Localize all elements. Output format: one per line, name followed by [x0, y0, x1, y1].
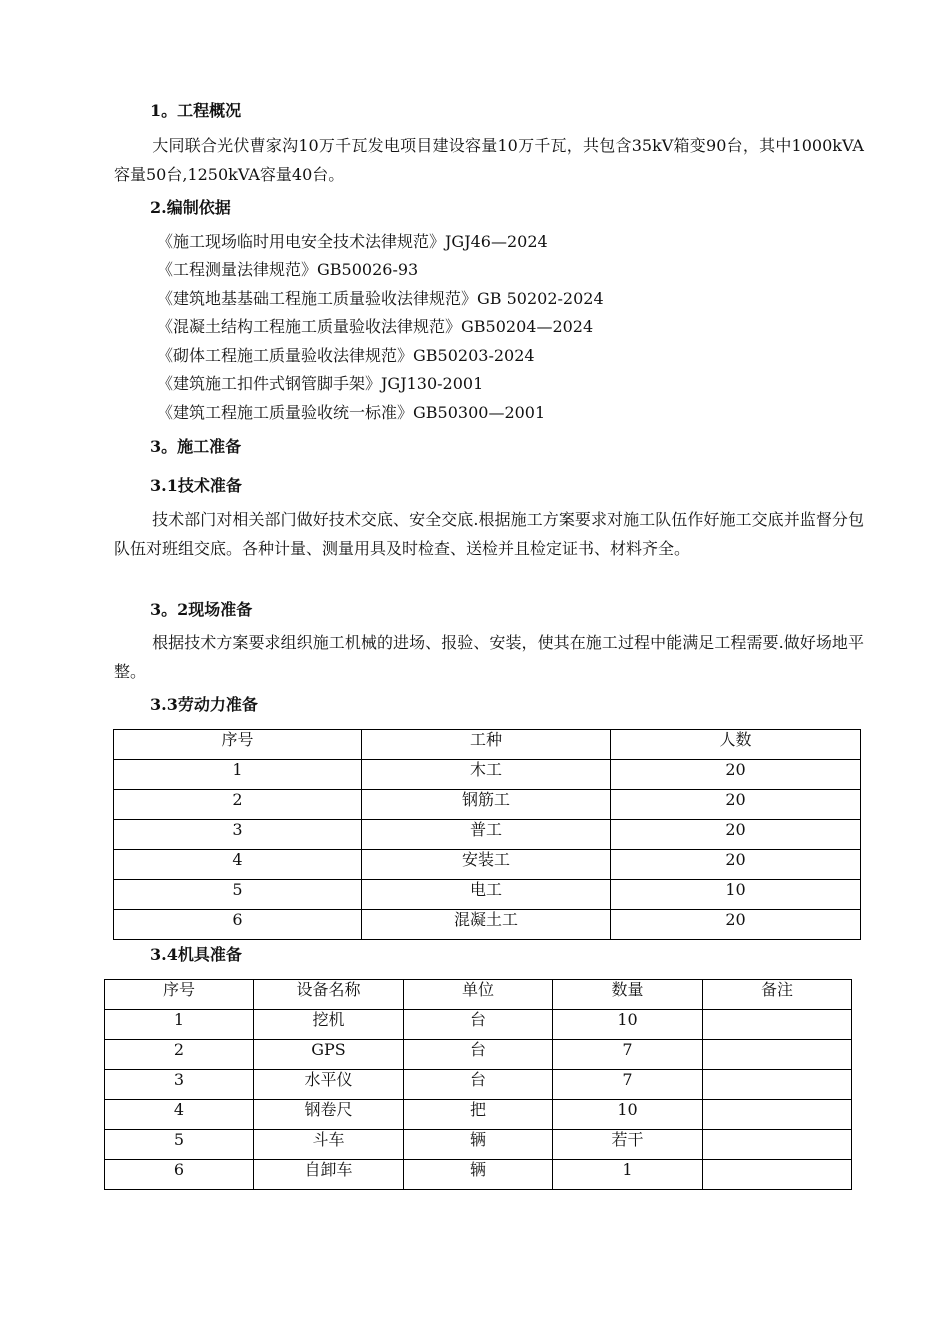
section-3-4-title: 3.4机具准备	[150, 945, 242, 964]
table-cell: 4	[114, 850, 362, 880]
table-cell: 台	[404, 1070, 553, 1100]
table-cell: 普工	[362, 820, 611, 850]
table-cell: GPS	[254, 1040, 404, 1070]
table-cell: 20	[611, 760, 861, 790]
section-3-2-title: 3。2现场准备	[150, 600, 253, 619]
table-cell: 辆	[404, 1130, 553, 1160]
table-cell: 10	[553, 1100, 703, 1130]
table-cell: 电工	[362, 880, 611, 910]
table-cell: 20	[611, 820, 861, 850]
table-cell: 若干	[553, 1130, 703, 1160]
table-cell: 混凝土工	[362, 910, 611, 940]
table-cell: 20	[611, 850, 861, 880]
reference-item: 《建筑施工扣件式钢管脚手架》JGJ130-2001	[157, 374, 484, 393]
table-cell	[703, 1070, 852, 1100]
table-cell	[703, 1010, 852, 1040]
table-cell: 安装工	[362, 850, 611, 880]
table-cell: 1	[105, 1010, 254, 1040]
reference-item: 《施工现场临时用电安全技术法律规范》JGJ46—2024	[157, 232, 548, 251]
section-3-1-title: 3.1技术准备	[150, 476, 242, 495]
table-cell	[703, 1100, 852, 1130]
table-row	[114, 850, 861, 880]
section-1-title: 1。工程概况	[150, 101, 242, 120]
header-cell: 序号	[114, 730, 362, 760]
table-cell: 10	[553, 1010, 703, 1040]
section-3-title: 3。施工准备	[150, 437, 242, 456]
table-cell: 3	[105, 1070, 254, 1100]
table-cell: 4	[105, 1100, 254, 1130]
table-cell: 6	[105, 1160, 254, 1190]
table-row	[105, 1070, 852, 1100]
table-header-row	[105, 980, 852, 1010]
table-row	[114, 910, 861, 940]
table-cell: 20	[611, 910, 861, 940]
reference-item: 《建筑工程施工质量验收统一标准》GB50300—2001	[157, 403, 546, 422]
table-cell: 水平仪	[254, 1070, 404, 1100]
table-cell: 2	[114, 790, 362, 820]
table-cell: 20	[611, 790, 861, 820]
table-cell: 钢卷尺	[254, 1100, 404, 1130]
table-cell: 7	[553, 1070, 703, 1100]
table-cell: 台	[404, 1040, 553, 1070]
table-cell: 10	[611, 880, 861, 910]
reference-item: 《混凝土结构工程施工质量验收法律规范》GB50204—2024	[157, 317, 594, 336]
header-cell: 备注	[703, 980, 852, 1010]
reference-item: 《建筑地基基础工程施工质量验收法律规范》GB 50202-2024	[157, 289, 604, 308]
section-3-1-body: 技术部门对相关部门做好技术交底、安全交底.根据施工方案要求对施工队伍作好施工交底并监督分包队伍对班组交底。各种计量、测量用具及时检查、送检并且检定证书、材料齐全。	[114, 510, 864, 558]
table-row	[114, 790, 861, 820]
table-cell: 6	[114, 910, 362, 940]
table-cell: 自卸车	[254, 1160, 404, 1190]
header-cell: 人数	[611, 730, 861, 760]
table-row	[114, 880, 861, 910]
table-cell: 2	[105, 1040, 254, 1070]
table-cell: 挖机	[254, 1010, 404, 1040]
table-cell: 斗车	[254, 1130, 404, 1160]
table-cell: 5	[114, 880, 362, 910]
table-row	[114, 820, 861, 850]
table-cell: 1	[553, 1160, 703, 1190]
section-2-title: 2.编制依据	[150, 198, 231, 217]
table-cell: 木工	[362, 760, 611, 790]
table-row	[105, 1040, 852, 1070]
table-cell: 1	[114, 760, 362, 790]
table-cell: 辆	[404, 1160, 553, 1190]
header-cell: 数量	[553, 980, 703, 1010]
table-cell: 3	[114, 820, 362, 850]
table-cell: 5	[105, 1130, 254, 1160]
table-cell	[703, 1040, 852, 1070]
reference-item: 《砌体工程施工质量验收法律规范》GB50203-2024	[157, 346, 535, 365]
header-cell: 单位	[404, 980, 553, 1010]
section-1-body: 大同联合光伏曹家沟10万千瓦发电项目建设容量10万千瓦，共包含35kV箱变90台，其中1000kVA容量50台,1250kVA容量40台。	[114, 136, 864, 184]
header-cell: 设备名称	[254, 980, 404, 1010]
labor-table	[113, 729, 861, 940]
header-cell: 工种	[362, 730, 611, 760]
header-cell: 序号	[105, 980, 254, 1010]
table-row	[105, 1130, 852, 1160]
section-3-3-title: 3.3劳动力准备	[150, 695, 258, 714]
table-header-row	[114, 730, 861, 760]
table-cell: 钢筋工	[362, 790, 611, 820]
equipment-table	[104, 979, 852, 1190]
table-row	[114, 760, 861, 790]
table-cell: 把	[404, 1100, 553, 1130]
table-row	[105, 1160, 852, 1190]
section-3-2-body: 根据技术方案要求组织施工机械的进场、报验、安装，使其在施工过程中能满足工程需要.做好场地平整。	[114, 633, 864, 681]
table-cell: 7	[553, 1040, 703, 1070]
reference-item: 《工程测量法律规范》GB50026-93	[157, 260, 419, 279]
table-row	[105, 1100, 852, 1130]
table-cell: 台	[404, 1010, 553, 1040]
table-cell	[703, 1130, 852, 1160]
table-cell	[703, 1160, 852, 1190]
table-row	[105, 1010, 852, 1040]
